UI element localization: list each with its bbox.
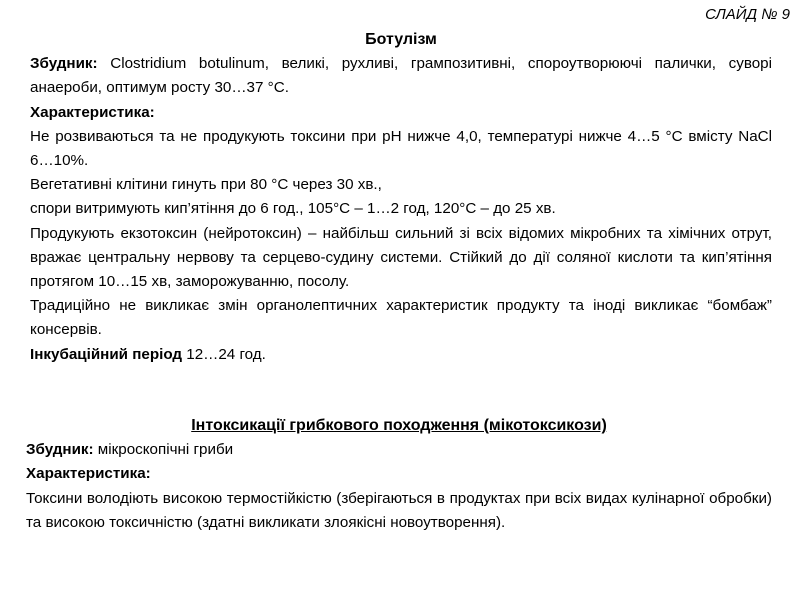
pathogen-label: Збудник: — [30, 55, 98, 73]
pathogen-text: мікроскопічні гриби — [93, 441, 234, 459]
characteristic-label: Характеристика: — [26, 465, 151, 483]
botulism-incubation — [30, 343, 772, 367]
mycotoxicosis-title: Інтоксикації грибкового походження (мікотоксикози) — [191, 417, 607, 434]
botulism-paragraph-3: спори витримують кип’ятіння до 6 год., 105°С – 1…2 год, 120°С – до 25 хв. — [30, 200, 556, 218]
botulism-paragraph-4: Продукують екзотоксин (нейротоксин) – найбільш сильний зі всіх відомих мікробних та хімічних отрут, вражає центральну нервову та серцево-судину системи. Стійкий до дії соляної кислоти та кип’ятіння протягом 10…15 хв, заморожуванню, посолу. — [30, 224, 772, 291]
pathogen-label: Збудник: — [26, 441, 94, 459]
botulism-paragraph-5: Традиційно не викликає змін органолептичних характеристик продукту та іноді викликає “бомбаж” консервів. — [30, 297, 772, 339]
incubation-text: 12…24 год. — [182, 345, 266, 363]
botulism-title: Ботулізм — [365, 31, 437, 48]
incubation-label: Інкубаційний період — [30, 345, 183, 363]
botulism-pathogen — [30, 52, 772, 100]
mycotoxicosis-section — [26, 414, 772, 535]
pathogen-text: Clostridium botulinum, великі, рухливі, грампозитивні, спороутворюючі палички, суворі анаероби, оптимум росту 30…37 °С. — [30, 55, 772, 97]
slide-number: СЛАЙД № 9 — [705, 6, 790, 23]
botulism-paragraph-2: Вегетативні клітини гинуть при 80 °С через 30 хв., — [30, 176, 382, 194]
botulism-section — [30, 28, 772, 367]
mycotoxicosis-pathogen — [26, 438, 772, 462]
botulism-paragraph-1: Не розвиваються та не продукують токсини при рН нижче 4,0, температурі нижче 4…5 °С вмісту NaCl 6…10%. — [30, 127, 772, 170]
mycotoxicosis-paragraph: Токсини володіють високою термостійкістю (зберігаються в продуктах при всіх видах кулінарної обробки) та високою токсичністю (здатні викликати злоякісні новоутворення). — [26, 489, 772, 531]
characteristic-label: Характеристика: — [30, 103, 155, 121]
